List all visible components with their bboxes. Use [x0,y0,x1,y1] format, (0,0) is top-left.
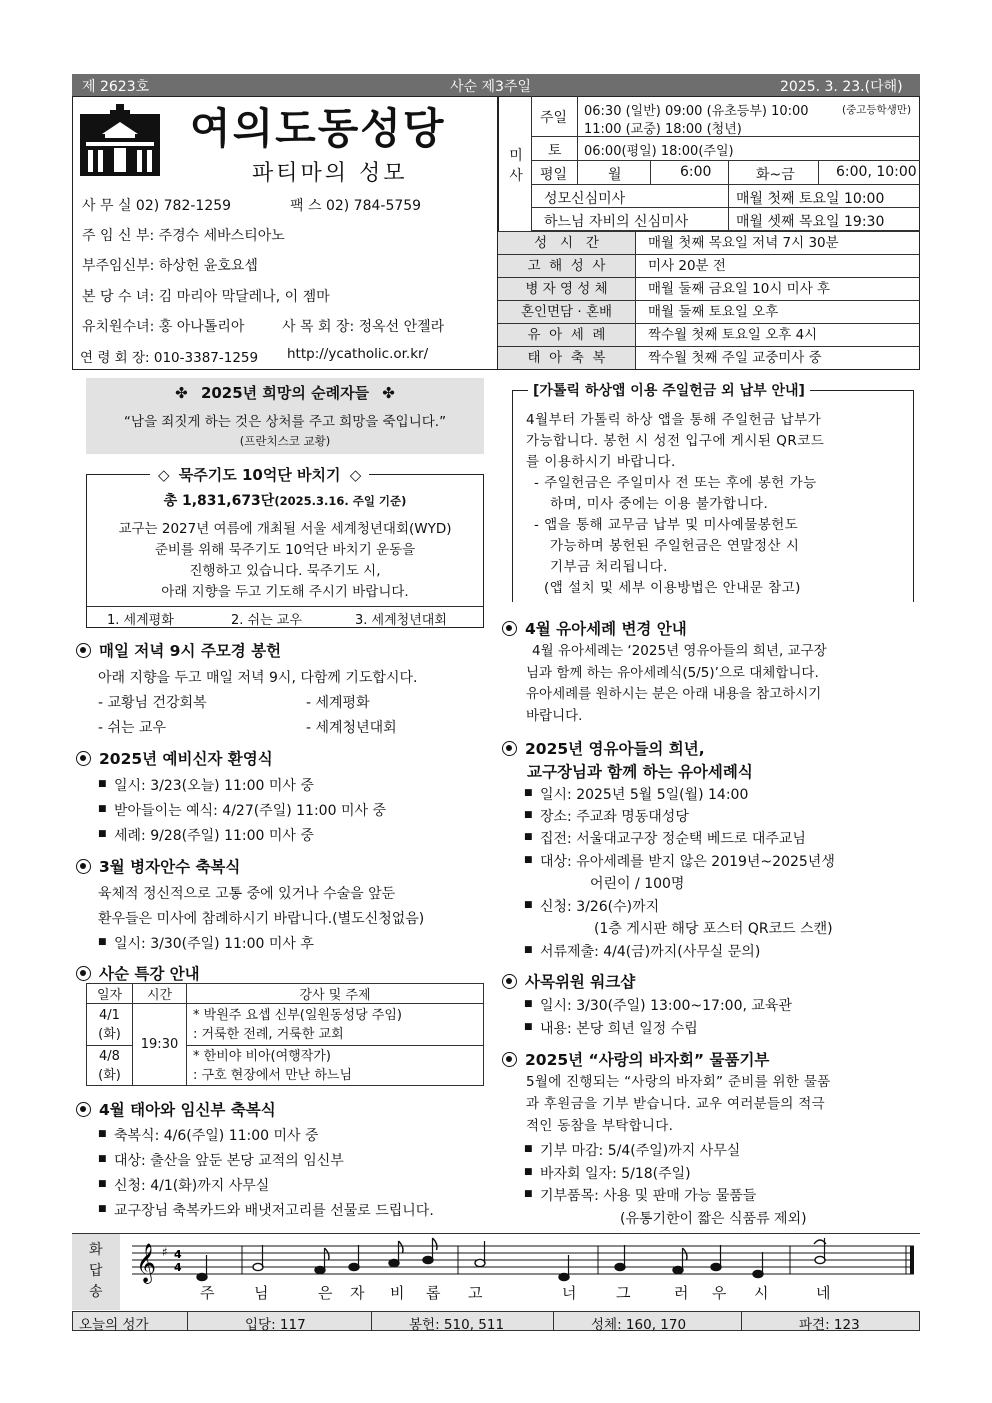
assistant-pastor: 부주임신부: 하상헌 윤호요셉 [82,258,258,274]
diamond-icon: ◇ [158,466,170,484]
lecture-time: 19:30 [133,1004,187,1086]
rosary-body [86,519,484,603]
jubilee-infant-item: ■ 일시: 2025년 5월 5일(월) 14:00 [540,784,748,804]
lecture-header: 강사 및 주제 [187,984,484,1004]
website-link[interactable]: http://ycatholic.or.kr/ [287,346,429,362]
monday-label: 월 [608,167,622,183]
service-row [498,254,920,277]
sick-line: 육체적 정신적으로 고통 중에 있거나 수술을 앞둔 [98,886,396,902]
jubilee-source: (프란치스코 교황) [239,434,331,448]
evening-item: - 세계평화 [306,695,370,711]
note-head [815,1256,825,1263]
jubilee-infant-item: ■ 대상: 유아세례를 받지 않은 2019년~2025년생 [540,851,835,871]
treble-clef-icon: 𝄞 [136,1243,157,1283]
service-name: 고 해 성 사 [498,255,636,277]
rosary-title-row [150,464,369,485]
sunday-times-note: (중고등학생만) [842,104,912,116]
diamond-icon: ◇ [349,466,362,484]
text-line: 과 후원금을 기부 받습니다. 교우 여러분들의 적극 [526,1096,825,1112]
note-head [753,1270,763,1277]
intention-item: 3. 세계청년대회 [355,613,447,628]
hymn-offertory: 봉헌: 510, 511 [409,1317,505,1333]
weekday-label: 평일 [540,167,568,183]
hymn-label: 오늘의 성가 [79,1317,149,1333]
hymn-entrance: 입당: 117 [245,1317,306,1333]
text-line: - 주일헌금은 주일미사 전 또는 후에 봉헌 가능 [534,475,817,491]
intention-item: 2. 쉬는 교우 [231,613,302,628]
jubilee-quote: “남을 죄짓게 하는 것은 상처를 주고 희망을 죽입니다.” [123,414,447,430]
text-line: 바랍니다. [526,707,583,724]
jubilee-infant-item: ■ 장소: 주교좌 명동대성당 [540,806,689,826]
service-name: 태 아 축 복 [498,347,636,369]
note-head [423,1256,433,1263]
contact-phone: 연 령 회 장: 010-3387-1259 [80,350,259,366]
lyric-syllable: 자 [350,1284,365,1302]
mercy-mass-label: 하느님 자비의 신심미사 [544,214,689,230]
svg-text:4: 4 [174,1248,182,1261]
workshop-title: 사목위원 워크샵 [502,970,635,992]
svg-text:4: 4 [174,1261,182,1274]
bullseye-icon [502,621,517,636]
text-line: 준비를 위해 묵주기도 10억단 바치기 운동을 [154,542,416,558]
workshop-item: ■ 일시: 3/30(주일) 13:00~17:00, 교육관 [540,995,792,1015]
lecture-topic: * 박원주 요셉 신부(일원동성당 주임) : 거룩한 전례, 거룩한 교회 [187,1004,484,1046]
text-line: 님과 함께 하는 유아세례식(5/5)’으로 대체합니다. [526,664,819,681]
issue-number: 제 2623호 [82,79,150,95]
lyric-syllable: 시 [754,1284,769,1302]
psalm-label: 화 답 송 [89,1242,103,1300]
bullseye-icon [76,1102,91,1117]
lecture-header: 시간 [133,984,187,1004]
service-time: 짝수월 첫째 토요일 오후 4시 [648,327,818,343]
lecture-title: 사순 특강 안내 [76,962,200,984]
parish-name: 여의도동성당 [190,104,446,153]
sick-item: ■ 일시: 3/30(주일) 11:00 미사 후 [114,933,314,953]
infant-change-title: 4월 유아세례 변경 안내 [502,617,687,639]
evening-item: - 세계청년대회 [306,720,397,736]
service-time: 미사 20분 전 [648,258,726,274]
bazaar-item: ■ 바자회 일자: 5/18(주일) [540,1163,691,1183]
text-line: - 앱을 통해 교무금 납부 및 미사예물봉헌도 [534,517,799,533]
jubilee-infant-title-2: 교구장님과 함께 하는 유아세례식 [527,763,753,781]
note-head [475,1259,485,1266]
prenatal-item: ■ 대상: 출산을 앞둔 본당 교적의 임신부 [114,1150,344,1170]
prenatal-item: ■ 신청: 4/1(화)까지 사무실 [114,1175,269,1195]
parish-sisters: 본 당 수 녀: 김 마리아 막달레나, 이 젬마 [82,289,330,305]
text-line: 유아세례를 원하시는 분은 아래 내용을 참고하시기 [526,686,822,702]
svg-text:♯: ♯ [162,1245,168,1259]
note-head [389,1259,399,1266]
note-head [197,1273,207,1280]
lyric-syllable: 비 [390,1284,405,1302]
lecture-date: 4/8 (화) [87,1046,133,1086]
text-line: 4월부터 가톨릭 하상 앱을 통해 주일헌금 납부가 [526,412,822,428]
text-line: 아래 지향을 두고 기도해 주시기 바랍니다. [161,584,409,600]
mass-label: 미사 [509,148,523,184]
kindergarten-sister: 유치원수녀: 홍 아나톨리아 [82,319,245,335]
jubilee-infant-item: ■ 서류제출: 4/4(금)까지(사무실 문의) [540,941,760,961]
text-line: 4월 유아세례는 ‘2025년 영유아들의 희년, 교구장 [532,643,827,659]
lyric-syllable: 고 [468,1284,483,1302]
app-body [526,410,916,599]
service-time: 매월 둘째 토요일 오후 [648,304,779,320]
music-staff [132,1236,916,1286]
sunday-label: 주일 [540,110,568,126]
rosary-total: 총 1,831,673단 [163,493,275,509]
lecture-topic: * 한비야 비아(여행작가) : 구호 현장에서 만난 하느님 [187,1046,484,1086]
jubilee-infant-title: 2025년 영유아들의 희년, [502,737,705,759]
evening-item: - 교황님 건강회복 [98,695,207,711]
clover-icon: ✤ [175,384,188,402]
psalm-lyrics [132,1282,916,1306]
note-head [673,1266,683,1273]
bullseye-icon [502,741,517,756]
evening-intro: 아래 지향을 두고 매일 저녁 9시, 다함께 기도합시다. [98,670,418,686]
text-line: 기부금 처리됩니다. [550,559,668,575]
jubilee-title-row [86,382,484,403]
parish-subtitle: 파티마의 성모 [252,161,408,186]
workshop-item: ■ 내용: 본당 희년 일정 수립 [540,1018,698,1038]
bazaar-title: 2025년 “사랑의 바자회” 물품기부 [502,1048,769,1070]
text-line: 가능합니다. 봉헌 시 성전 입구에 게시된 QR코드 [526,433,825,449]
sick-blessing-title: 3월 병자안수 축복식 [76,855,240,877]
lyric-syllable: 님 [254,1284,269,1302]
service-row [498,346,920,369]
text-line: 를 이용하시기 바랍니다. [526,454,676,470]
monday-time: 6:00 [680,164,712,180]
tue-fri-label: 화~금 [756,167,795,183]
note-head [315,1266,325,1273]
bazaar-body [526,1071,918,1137]
hymn-bar [72,1311,920,1331]
note-head [711,1263,721,1270]
service-row [498,277,920,300]
intention-item: 1. 세계평화 [107,613,174,628]
rosary-intentions [87,606,483,627]
service-name: 유 아 세 례 [498,324,636,346]
catechumen-title: 2025년 예비신자 환영식 [76,747,273,769]
issue-header-bar [72,74,920,96]
service-row [498,300,920,323]
service-time: 짝수월 첫째 주일 교중미사 중 [648,350,822,366]
service-name: 병 자 영 성 체 [498,278,636,300]
heart-mass-time: 매월 첫째 토요일 10:00 [736,191,885,207]
hymn-dismissal: 파견: 123 [799,1317,860,1333]
lyric-syllable: 은 [318,1284,333,1302]
infant-change-body [526,641,918,727]
bullseye-icon [76,966,91,981]
council-chair: 사 목 회 장: 정옥선 안젤라 [282,319,445,335]
saturday-times: 06:00(평일) 18:00(주일) [584,144,734,159]
rosary-total-note: (2025.3.16. 주일 기준) [274,494,407,508]
lyric-syllable: 주 [200,1284,215,1302]
saturday-label: 토 [548,143,562,159]
text-line: 5월에 진행되는 “사랑의 바자회” 준비를 위한 물품 [526,1074,831,1090]
lyric-syllable: 롭 [426,1284,441,1302]
bullseye-icon [502,974,517,989]
bullseye-icon [76,643,91,658]
prenatal-item: ■ 교구장님 축복카드와 배냇저고리를 선물로 드립니다. [114,1200,434,1220]
text-line: 하며, 미사 중에는 이용 불가합니다. [550,496,769,512]
rosary-total-row [86,490,484,510]
sick-line: 환우들은 미사에 참례하시기 바랍니다.(별도신청없음) [98,911,425,927]
catechumen-item: ■ 일시: 3/23(오늘) 11:00 미사 중 [114,775,314,795]
lecture-header: 일자 [87,984,133,1004]
pastor: 주 임 신 부: 주경수 세바스티아노 [82,228,285,244]
bullseye-icon [76,751,91,766]
hymn-communion: 성체: 160, 170 [591,1317,687,1333]
bazaar-item: ■ 기부 마감: 5/4(주일)까지 사무실 [540,1140,740,1160]
evening-item: - 쉬는 교우 [98,720,167,736]
text-line: 적인 동참을 부탁합니다. [526,1118,674,1134]
service-time: 매월 첫째 목요일 저녁 7시 30분 [648,235,839,251]
lyric-syllable: 그 [616,1284,631,1302]
sunday-times-2: 11:00 (교중) 18:00 (청년) [584,122,742,137]
lecture-table [86,983,484,1086]
bazaar-note: (유통기한이 짧은 식품류 제외) [620,1211,807,1227]
text-line: (앱 설치 및 세부 이용방법은 안내문 참고) [544,580,801,596]
text-line: 가능하며 봉헌된 주일헌금은 연말정산 시 [550,538,800,554]
text-line: 교구는 2027년 여름에 개최될 서울 세계청년대회(WYD) [118,521,452,537]
bullseye-icon [502,1052,517,1067]
jubilee-infant-item: ■ 신청: 3/26(수)까지 [540,896,659,916]
sunday-times-1: 06:30 (일반) 09:00 (유초등부) 10:00 [584,104,809,119]
heart-mass-label: 성모신심미사 [544,191,626,207]
service-name: 혼인면담 · 혼배 [498,301,636,323]
bullseye-icon [76,859,91,874]
lyric-syllable: 네 [816,1284,831,1302]
lecture-date: 4/1 (화) [87,1004,133,1046]
jubilee-infant-apply-cont: (1층 게시판 해당 포스터 QR코드 스캔) [594,921,833,937]
office-phone: 사 무 실 02) 782-1259 [82,198,232,214]
lyric-syllable: 러 [674,1284,689,1302]
jubilee-infant-item: ■ 집전: 서울대교구장 정순택 베드로 대주교님 [540,828,806,848]
issue-date: 2025. 3. 23.(다해) [780,79,903,95]
lyric-syllable: 우 [712,1284,727,1302]
service-name: 성 시 간 [498,232,636,254]
fax-number: 팩 스 02) 784-5759 [290,198,422,214]
app-title: [가톨릭 하상앱 이용 주일헌금 외 납부 안내] [528,380,810,400]
lyric-syllable: 너 [562,1284,577,1302]
jubilee-infant-target-cont: 어린이 / 100명 [590,876,685,892]
note-head [615,1263,625,1270]
clover-icon: ✤ [382,384,395,402]
mercy-mass-time: 매월 셋째 목요일 19:30 [736,214,885,230]
jubilee-title: 2025년 희망의 순례자들 [200,384,370,402]
note-head [559,1273,569,1280]
rosary-title: 묵주기도 10억단 바치기 [178,466,341,484]
evening-prayer-title: 매일 저녁 9시 주모경 봉헌 [76,639,281,661]
bazaar-item: ■ 기부품목: 사용 및 판매 가능 물품들 [540,1185,756,1205]
catechumen-item: ■ 받아들이는 예식: 4/27(주일) 11:00 미사 중 [114,800,386,820]
service-row [498,323,920,346]
prenatal-item: ■ 축복식: 4/6(주일) 11:00 미사 중 [114,1125,319,1145]
text-line: 진행하고 있습니다. 묵주기도 시, [189,563,381,579]
catechumen-item: ■ 세례: 9/28(주일) 11:00 미사 중 [114,825,314,845]
note-head [349,1263,359,1270]
note-head [253,1263,263,1270]
service-row [498,231,920,254]
service-time: 매월 둘째 금요일 10시 미사 후 [648,281,831,297]
church-logo-icon [80,104,160,176]
services-table [498,231,920,369]
prenatal-title: 4월 태아와 임신부 축복식 [76,1098,276,1120]
tue-fri-time: 6:00, 10:00 [836,164,917,180]
liturgical-week: 사순 제3주일 [450,79,531,95]
